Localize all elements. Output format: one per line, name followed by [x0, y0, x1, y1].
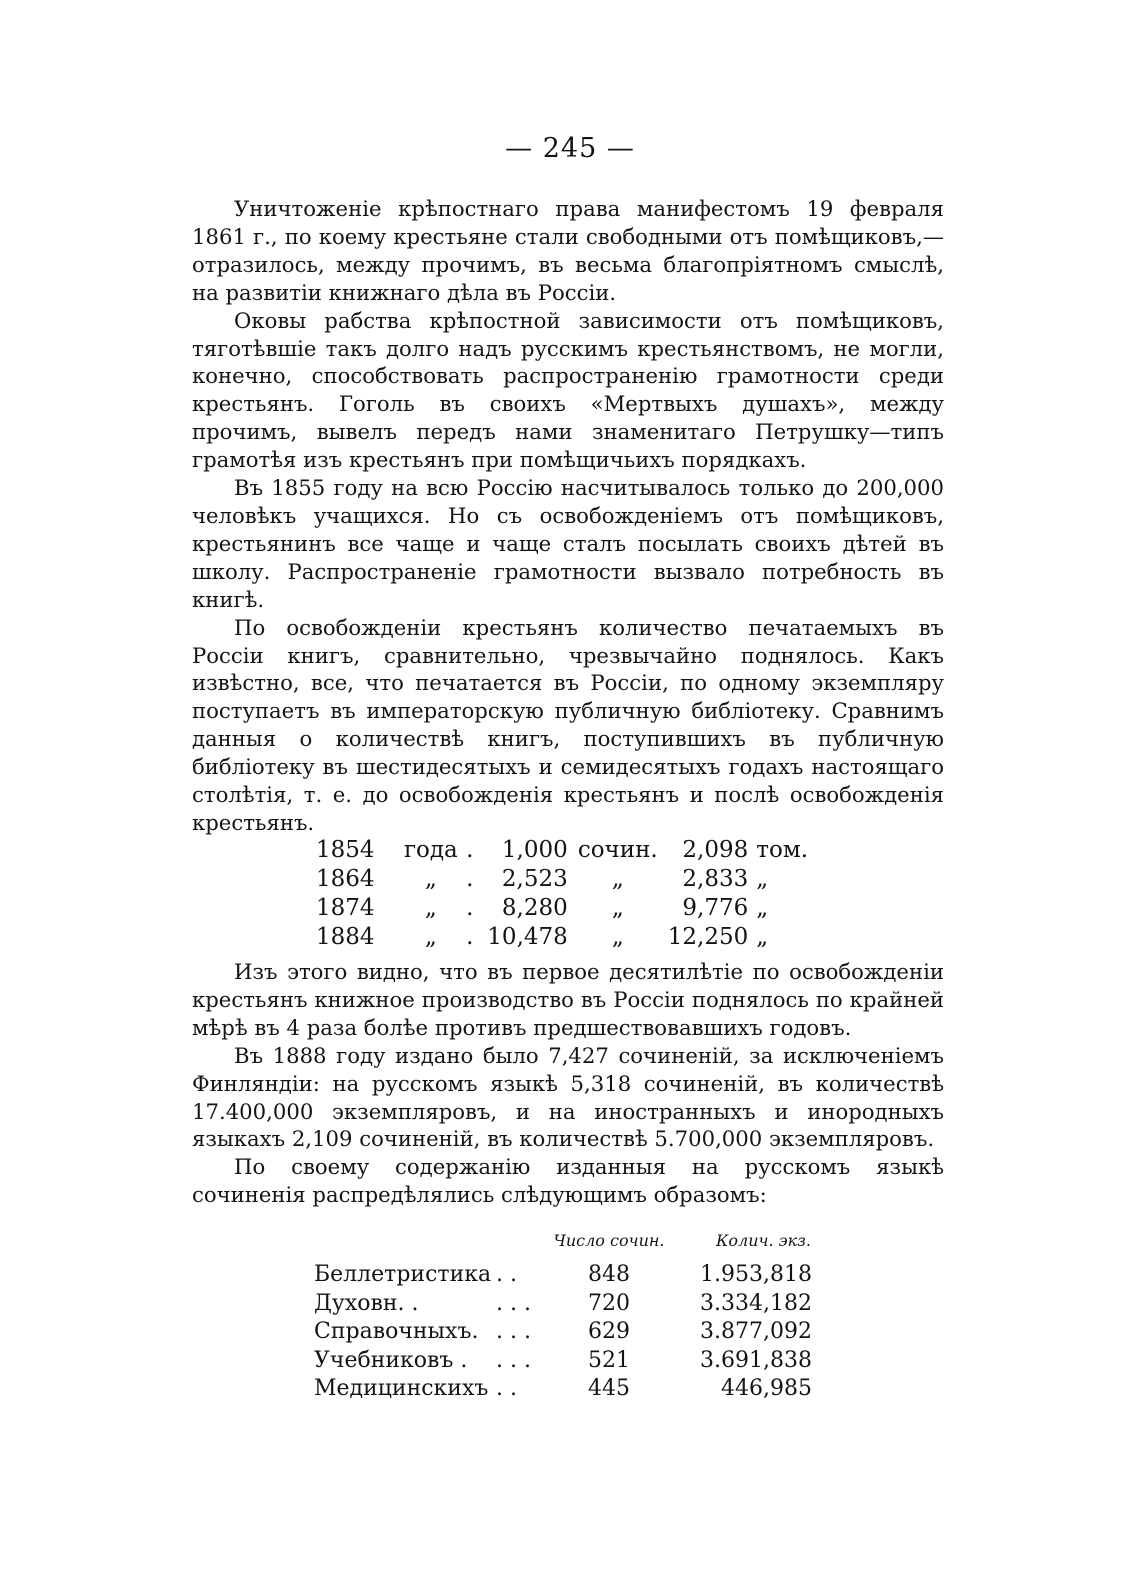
unit-cell: „ [424, 866, 437, 892]
table-row [314, 1375, 812, 1403]
table-row [316, 836, 811, 865]
dot-cell: . [466, 924, 474, 950]
table-row [314, 1318, 812, 1346]
copies-cell: 3.877,092 [700, 1319, 812, 1345]
copies-cell: 1.953,818 [700, 1262, 812, 1288]
unit-cell: „ [424, 895, 437, 921]
works-cell: 10,478 [487, 924, 568, 950]
count-cell: 521 [588, 1347, 630, 1373]
year-cell: 1854 [316, 837, 375, 863]
paragraph: Изъ этого видно, что въ первое десятилѣтіе по освобожденіи крестьянъ книжное производство въ Россіи поднялось по крайней мѣрѣ въ 4 раза болѣе противъ предшествовавшихъ годовъ. [192, 959, 944, 1040]
text-block-top [192, 195, 944, 837]
paragraph: Оковы рабства крѣпостной зависимости отъ помѣщиковъ, тяготѣвшіе такъ долго надъ русскимъ крестьянствомъ, не могли, конечно, способствовать распространенію грамотности среди крестьянъ. Гоголь въ своихъ «Мертвыхъ душахъ», между прочимъ, вывелъ передъ нами знаменитаго Петрушку—типъ грамотѣя изъ крестьянъ при помѣщичьихъ порядкахъ. [192, 307, 944, 473]
page-number: — 245 — [505, 133, 635, 164]
dot-cell: . [466, 895, 474, 921]
leader-dots: . . [496, 1262, 517, 1288]
content-stats-table [314, 1226, 812, 1403]
copies-cell: 3.691,838 [700, 1347, 812, 1373]
table-row [314, 1347, 812, 1375]
volumes-unit-cell: „ [756, 924, 769, 950]
unit-cell: „ [424, 924, 437, 950]
count-cell: 445 [588, 1376, 630, 1402]
header-count: Число сочин. [553, 1231, 665, 1250]
volumes-unit-cell: том. [756, 837, 809, 863]
year-cell: 1874 [316, 895, 375, 921]
year-cell: 1864 [316, 866, 375, 892]
table-row [314, 1290, 812, 1318]
count-cell: 629 [588, 1319, 630, 1345]
category-cell: Справочныхъ. [314, 1319, 479, 1345]
copies-cell: 446,985 [721, 1376, 812, 1402]
table-row [316, 865, 811, 894]
copies-cell: 3.334,182 [700, 1290, 812, 1316]
paragraph: По своему содержанію изданныя на русскомъ языкѣ сочиненія распредѣлялись слѣдующимъ образомъ: [192, 1154, 944, 1208]
leader-dots: . . . [496, 1347, 531, 1373]
volumes-unit-cell: „ [756, 895, 769, 921]
works-unit-cell: „ [611, 866, 624, 892]
header-copies: Колич. экз. [716, 1231, 811, 1250]
works-unit-cell: „ [611, 895, 624, 921]
works-cell: 1,000 [501, 837, 568, 863]
dot-cell: . [466, 866, 474, 892]
year-cell: 1884 [316, 924, 375, 950]
dot-cell: . [466, 837, 474, 863]
count-cell: 848 [588, 1262, 630, 1288]
works-cell: 8,280 [501, 895, 568, 921]
category-cell: Духовн. . [314, 1290, 419, 1316]
leader-dots: . . . [496, 1319, 531, 1345]
paragraph: По освобожденіи крестьянъ количество печатаемыхъ въ Россіи книгъ, сравнительно, чрезвычайно поднялось. Какъ извѣстно, все, что печатается въ Россіи, по одному экземпляру поступаетъ въ императорскую публичную библіотеку. Сравнимъ данныя о количествѣ книгъ, поступившихъ въ публичную библіотеку въ шестидесятыхъ и семидесятыхъ годахъ настоящаго столѣтія, т. е. до освобожденія крестьянъ и послѣ освобожденія крестьянъ. [192, 614, 944, 835]
works-unit-cell: „ [611, 924, 624, 950]
volumes-unit-cell: „ [756, 866, 769, 892]
leader-dots: . . [496, 1376, 517, 1402]
text-block-bottom [192, 958, 944, 1209]
unit-cell: года [404, 837, 458, 863]
count-cell: 720 [588, 1290, 630, 1316]
volumes-cell: 12,250 [667, 924, 749, 950]
table-row [316, 894, 811, 923]
books-by-year-table [316, 836, 811, 952]
table-row [316, 923, 811, 952]
paragraph: Уничтоженіе крѣпостнаго права манифестомъ 19 февраля 1861 г., по коему крестьяне стали свободными отъ помѣщиковъ,—отразилось, между прочимъ, въ весьма благопріятномъ смыслѣ, на развитіи книжнаго дѣла въ Россіи. [192, 196, 944, 305]
paragraph: Въ 1888 году издано было 7,427 сочиненій, за исключеніемъ Финляндіи: на русскомъ языкѣ 5,318 сочиненій, въ количествѣ 17.400,000 экземпляровъ, и на иностранныхъ и инородныхъ языкахъ 2,109 сочиненій, въ количествѣ 5.700,000 экземпляровъ. [192, 1042, 944, 1152]
volumes-cell: 2,833 [682, 866, 749, 892]
works-cell: 2,523 [501, 866, 568, 892]
table-row [314, 1261, 812, 1289]
works-unit-cell: сочин. [577, 837, 658, 863]
category-cell: Учебниковъ . [314, 1347, 468, 1373]
leader-dots: . . . [496, 1290, 531, 1316]
volumes-cell: 2,098 [682, 837, 749, 863]
table-header-row [314, 1226, 812, 1261]
category-cell: Медицинскихъ [314, 1376, 489, 1402]
paragraph: Въ 1855 году на всю Россію насчитывалось только до 200,000 человѣкъ учащихся. Но съ освобожденіемъ отъ помѣщиковъ, крестьянинъ все чаще и чаще сталъ посылать своихъ дѣтей въ школу. Распространеніе грамотности вызвало потребность въ книгѣ. [192, 475, 944, 612]
volumes-cell: 9,776 [682, 895, 749, 921]
category-cell: Беллетристика [314, 1262, 492, 1288]
